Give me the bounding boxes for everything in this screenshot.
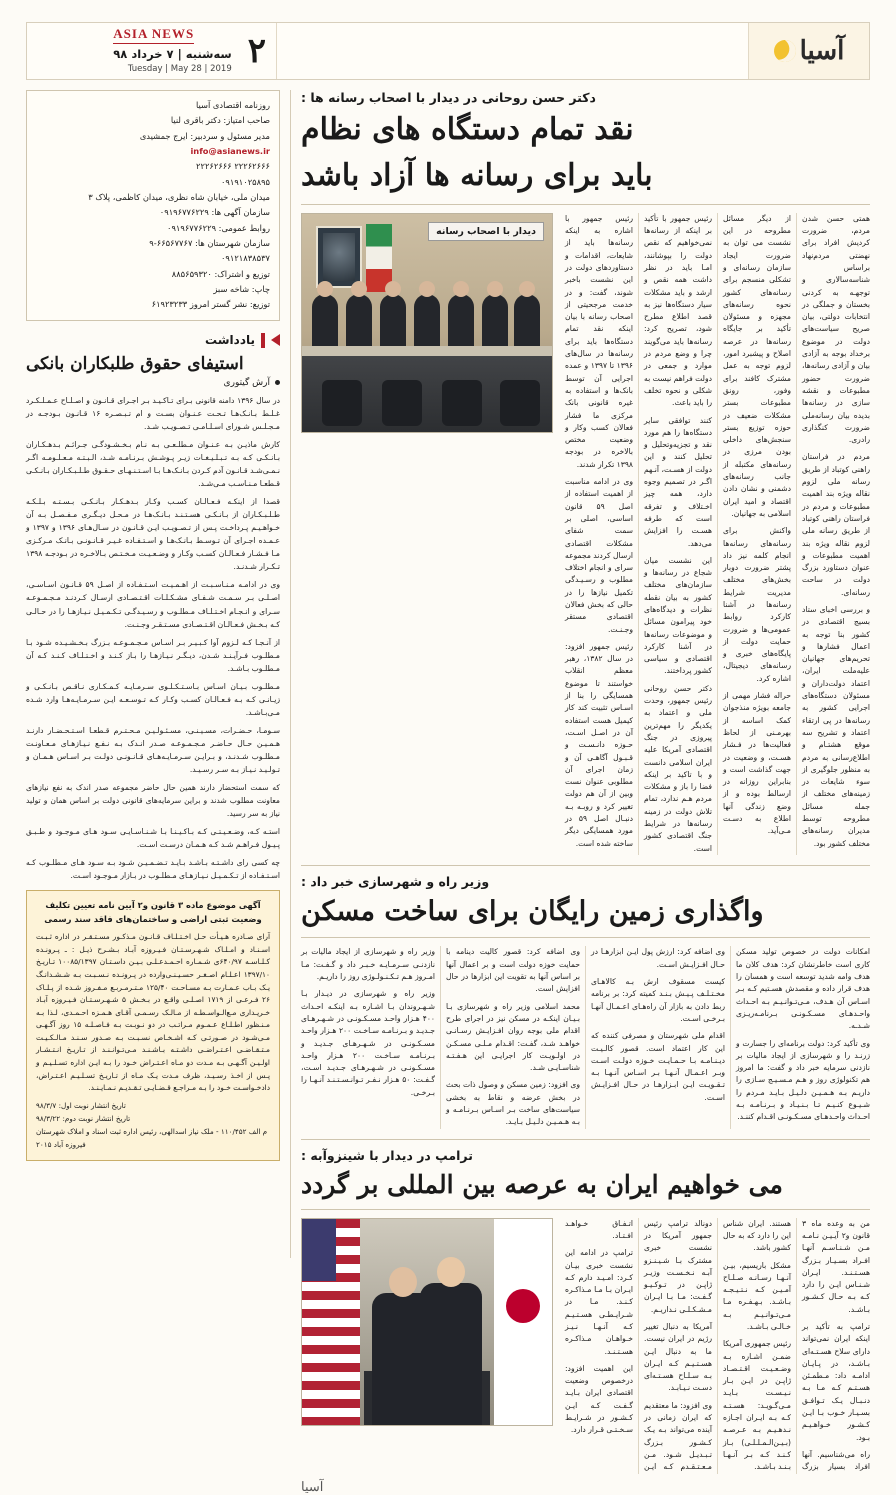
crescent-moon-icon [771,37,799,65]
photo-people-row [302,284,552,354]
colophon-phone: ۲۲۲۶۲۶۶۶ ۲۲۲۶۲۶۶۶ [196,161,270,172]
article-lead [301,90,870,855]
story2-body [301,946,870,1128]
divider [301,204,870,205]
sidebar-section-header [26,333,280,348]
colophon-email[interactable]: info@asianews.ir [190,146,270,157]
lead-body [565,213,870,855]
accent-bar [261,333,265,348]
paragraph: وی افزود: زمین مسکن و وصول ذات بحث در بخش عرضه و نقاط به بخشی سیاست‌های ساخت بـر اسـاس بـرنـامـه و بـه هـمـیـن دلـیـل بـایـد. [446,1080,580,1127]
colophon-line: مدیر مسئول و سردبیر: ایرج جمشیدی [139,130,270,141]
article-trump [301,1148,870,1495]
signature-mark: آسیا [301,1479,324,1495]
divider [301,1139,870,1140]
masthead-dateline [27,23,277,79]
paragraph: وی اضافه کرد: قصور کالیت دینامه با حمایت خوزه دولت است و بر اعمال آنها بر اساس آنها به تقویت این ابزارها در حال افزایش است. [446,947,580,994]
colophon-box [26,90,280,321]
paragraph: رئیس جمهور افزود: در سال ۱۳۸۲، رهبر معظم انقلاب خواستند تا موضوع همسایگی را بنا از اسـاس تثبیت کند کار کیمیل هست استفاده آن در اصـل اسـت، حـوزه دانـسـت و قـبـول آگاهـی آن و زمان اجرای آن مطلوبی عنوان نست وبین از آن هم دولت تغییر کرد و روبـه بـه دنبـال اصل ۵۹ در مورد همسایگی دیگر ساخته شده است. [565,641,633,848]
colophon-line: صاحب امتیاز: دکتر باقری لنیا [170,115,270,126]
story3-headline: می خواهیم ایران به عرصه بین المللی بر گردد [301,1169,783,1199]
paragraph: چه کسی رای داشـتـه بـاشـد بـایـد تـضـمـیـن شـود بـه سـود هـای مـطلـوب کـه اسـتـفـاده از تـکـمـیـل نـیـازهـای مـطلـوب در بـازار مـوجـود اسـت. [26,858,280,881]
paragraph: و بررسی اخبای ستاد بسیج اقتصادی در کشور بنا توجه به اعمال فشارها و تحریم‌های جهانیان علیه‌ملت ایران، اعتماد دولت‌داران و مسئولان دستگاه‌های اجرایی کشور به رسانه‌ها در پی ارتقاء اعتماد و تشریح سه موقع هشتـام و اطلاع‌رسانی به مردم به منظور جلوگیری از سوء شایعات در زمینه‌های مختلف از جمله مسائل مطروحه توسط مدیران رسانه‌های مختلف کشور بود. [802,604,870,848]
legal-notice-date-first: تاریخ انتشار نوبت اول: ۹۸/۳/۷ [36,1100,126,1110]
paragraph: مردم در فراستان راهنی کوتباد از طریق رسانه ملی لزوم نقاله ویژه بند اهمیت مطبوعات و مردم در فراستان راهنی کوتباد از طریق رسانه ملی لزوم نقاله ویژه بند اهمیت مطبوعات و عنوان دستاورد بزرگ دولت در ساحت رسانه‌ای. [802,452,870,597]
colophon-branch: سازمان شهرستان ها: ۶۶۵۶۷۷۶۷-۹ [149,238,270,249]
paragraph: وی افزود: ما معتقدیم که ایران زمانی در آینده می‌تواند بـه یـک کـشـور بـزرگ تـبـدیـل شـود. مـن مـعـتـقـدم کـه ایـن اتـفـاق خـواهـد افـتـاد. [565,1218,712,1472]
lead-photo-caption: دیدار با اصحاب رسانه [428,222,544,241]
lead-headline-line2: باید برای رسانه ها آزاد باشد [301,158,653,194]
paragraph: محمد اسلامی وزیر راه و شهرسازی بـا بـیـان اینکـه در مسکن نیز در اجرای طرح اقدام ملی بوجه روان افـزایـش رسـانـی خواهـد شـد، گفـت: اقـدام مـلـی مسـکـن در اولـویـت کار اجرایـی این هـفـتـه شناسـایـی شـد. [446,1001,580,1073]
paragraph: رئیس جمهوری آمریکا ضمـن اشـاره بـه وضـعـیـت اقـتـصـاد ژاپـن در ایـن بـار نـیـسـت بـایـد مـی‌گـویـد: هسـتـه کـه بـه ایـران اجـازه نـدهـیـم بـه عـرصـه (بـیـن‌الـمـلـلـی) بـاز کـنـد کـه بـر آنـهـا بـنـد بـاشـد. [723,1339,791,1472]
colophon-ads: سازمان آگهی ها: ۰۹۱۹۶۷۷۶۲۲۹ [159,207,270,218]
sidebar [26,90,280,1258]
paragraph: آمریکا به دنبال تغییر رژیم در ایران نیست. ما به دنبال ایـن هسـتـیـم کـه ایـران بـه سـلـاح هسـتـه‌ای دسـت نـیـابـد. [644,1322,712,1393]
story3-kicker: ترامپ در دیدار با شینزوآبه : [301,1147,473,1163]
legal-notice-box [26,890,280,1160]
paragraph: رئیس جمهور با اشاره به اینکه رسانه‌ها باید از شایعات، اقدامات و دستاوردهای دولت در این نشست باخبر شوند، گفت: و در خدمت مرجحیتی از اصحاب رسانه با بیان اینکه نقد تمام دستگاه‌ها باید برای رسانه‌ها در سال‌های ۱۳۹۶ تا ۱۳۹۷ و عمده اجرایی آن توسط بانک‌ها و استفاده به غیره قانونی بانک مرکزی ما فشار فعالان کسب وکار و وضعیت مختص بالاخره در بودجه ۱۳۹۸ تکرار شدند. [565,213,633,469]
story3-body [565,1218,870,1474]
sidebar-section-label: یادداشت [205,333,255,348]
paragraph: از دیگر مسائل مطروحه در این نشست می توان به ضرورت ایجاد سازمان رسانه‌ای و تشکلی منسجم برای رسانه‌های کشور نحوه رسانه‌های مجهزه و مسئولان تأکید بر جایگاه رسانه‌ها در عرصه اصلاح و پیشبرد امور، لزوم توجه به عمل مشترک کافند برای وفور، رونق مطبوعات بستر مشکلات ضعیف در حوزه توزیع بستر سنجش‌های داخلی بودن مرزی در رسانه‌های مکتبله از جانب رسانه‌های دشمنی و نشان دادن اقتصاد و امید ایران اسلامی به جهانیان. [723,213,791,518]
paragraph: من به وعده ماه ۳ قانون و۲ آیـیـن نـامـه مـن شـنـاسـم آنهـا افـراد بسـیـار بـزرگ هسـتـنـد. ایـران شـنـاس ایـن را دارد کـه بـه حـال کـشـور بـاشـد. [802,1218,870,1314]
colophon-print: چاپ: شاخه سبز [213,284,270,295]
legal-notice-registrar: م الف ۱۱۰/۴۵۲ - ملک نیاز اسدالهی، رئیس اداره ثبت اسناد و املاک شهرستان فیروزه آباد ۲۰۱۵ [36,1126,268,1149]
leader-figure-right [420,1283,482,1425]
paragraph: دکتر حسن روحانی رئیس جمهور، وحدت ملی و اعتماد به یکدیگر را مهم‌ترین پیروزی در جنگ اقتصادی آمریکا علیه ایران اسلامی دانست و با تاکید بر اینکه فضا را باز و مشکلات مردم هـم ندارد، تمام تلاش دولت در زمینه رسانه‌ها در شرایط جنگ اقتصادی کشور است. [644,683,712,853]
usa-flag-icon [302,1219,360,1425]
paragraph: اقدام ملی شهرستان و مصرفی کننده که این کار اعتماد است. قصور کالـیـت دیـنـامـه بـا حـمـایـت خـوزه دولـت اسـت وبـر اعـمـال آنـهـا بـر اسـاس آنـهـا بـه تـقـویـت ایـن ابـزارهـا در حـال افـزایـش اسـت. [591,1031,725,1102]
colophon-distribution: توزیع و اشتراک: ۸۸۵۶۵۹۳۲۰ [171,268,270,279]
date-gregorian: Tuesday | May 28 | 2019 [127,64,232,75]
paragraph: استـه کـه، وضـعـیـتـی کـه بـاکـیـنـا بـا شـنـاسـایـی سـود هـای مـوجـود و طـبـق پـیـول فـراهـم شـد کـه هـمـان درسـت اسـت. [26,827,280,850]
logo-wordmark: آسیا [799,36,845,66]
lead-photo [301,213,553,433]
paragraph: وزیر راه و شهرسازی در دیـدار بـا شـهـروندان بـا اشـاره بـه اینکـه احـداث ۴۰۰ هـزار واحـد مسـکـونـی در شـهـرهـای جـدیـد و بـرنـامـه سـاخـت ۲۰۰ هـزار واحـد مسـکـونـی در شـهـرهـای جـدیـد و بـرنـامـه سـاخـت ۲۰۰ هـزار واحـد مسـکـونـی در شـهـرهـای جـدیـد اسـت، گـفـت: ۵۰ هـزار نـفـر تـوانـسـتـنـد آنـهـا را بـرخـی. [301,989,435,1097]
newspaper-logo [748,23,869,79]
sidebar-byline [26,378,280,388]
paragraph: راه می‌شناسیم. آنها افراد بسیار بزرگ هستند. ایران شناس این را دارد که به حال کشور باشد. [723,1218,870,1472]
masthead [26,22,870,80]
paragraph: حراله فشار مهمی از جامعه بویژه منذجوان کمک اساسه از بهرمـنی از لحاظ فعالیت‌ها در فـشار هسـت، و وضعیت در جهت گذاشت است و بنابراین روزانه در ارسالط بوده و از وضع زندگی آنها اطلاع به دسـت مـی‌آید. [723,691,791,836]
paragraph: در سال ۱۳۹۶ دامنه قانونی بـرای تـاکـیـد بـر اجـرای قـانـون و اصـلـاح عـمـلـکـرد غـلـط بـانـک‌هـا تـحـت عـنـوان بسـت و ام تـبـصـره ۱۶ قـانـون بـودجـه در مـجـلـس شـورای اسـلـامـی تـصـویـب شـد. [26,395,280,431]
legal-notice-title: آگهی موضوع ماده ۳ قانون و۲ آیین نامه تعیین تکلیف وضعیت ثبتی اراضی و ساختمان‌های فاقد سند رسمی [44,900,262,924]
sidebar-article-title: استیفای حقوق طلبکاران بانکی [26,353,244,374]
story2-headline: واگذاری زمین رایگان برای ساخت مسکن [301,895,764,927]
paragraph: ترامپ به تأکید بر اینکه ایران نمی‌تواند دارای سلاح هسـتـه‌ای بـاشـد، در پـایـان ادامـه داد: مـطمـئن هسـتـم کـه مـا بـه دنـبـال یـک تـوافـق بسـیـار خـوب بـا ایـن کـشـور خـواهـیـم بـود. [802,1322,870,1442]
author-name: آرش گیتوری [223,377,270,388]
lead-headline-line1: نقد تمام دستگاه های نظام [301,112,634,147]
japan-flag-icon [494,1219,552,1425]
colophon-phone: ۰۹۱۹۱۰۲۵۸۹۵ [220,176,270,187]
paragraph: این اهمیت افزود: درخصوص وضعیت اقتصادی ایران بـایـد گـفـت کـه ایـن کـشـور در شـرایـط سـخـتـی قـرار دارد. [565,1363,633,1435]
paragraph: که سمت استحضار دارند همین حال حاضر مجموعه صدر اندک به نفع نیازهای معاونت مطلوب شدند و براین سرمایه‌های قانونی دولت بر اساس همان و تولید نیاز به سر رسید. [26,783,280,819]
paragraph: دونالد ترامپ رئیس جمهور آمریکا در نشست خبری مشترک بـا شـیـنـزو آبـه نـخـسـت وزیـر ژاپـن در تـوکـیـو گـفـت: مـا بـا ایـران مـشـکـلـی نـداریـم. [644,1218,712,1314]
colophon-line: روزنامه اقتصادی آسیا [196,100,270,110]
legal-notice-date-second: تاریخ انتشار نوبت دوم: ۹۸/۳/۲۲ [36,1113,131,1123]
paragraph: وزیر راه و شهرسازی از ایجاد مالیات بر نازدنـی سـرمـایـه خـبـر داد و گـفـت: مـا امـروز هـم تـکـنـولـوژی روز را داریـم. [301,947,435,982]
main-column [301,90,870,1495]
paragraph: وی اضافه کرد: ارزش پول ایـن ابزارهـا در حـال افـزایـش اسـت. [591,947,725,969]
story2-kicker: وزیر راه و شهرسازی خبر داد : [301,873,490,889]
column-rule [290,90,291,1258]
divider [301,1209,870,1210]
paragraph: کارش ماذیـن بـه عـنـوان مـطلـعـی بـه نـام بـخـشـودگـی جـرائـم بـدهـکـاران بـانـکـی کـه بـه تـبـلـیـغـات زیـر پـوشـش بـرنـامـه شـد، الـبـتـه مـعـلـومـه اگـر نـمـی‌شـد قـانـون آدم کـردن بـانـک‌هـا بـا اسـتـنـهـای حـقـوق طـلـبـکـاران بـانـکـی قـطعـا مـنـاسـب مـی‌شـد. [26,439,280,489]
article-housing [301,874,870,1129]
paragraph: وی تأکید کرد: دولت برنامه‌ای را جسارت و زرنـد را و شهرسازی از ایجاد مالیات بر نازدنی سرمایه خبر داد و گفت: ما امروز هم تکنولوژی روز و هـم مـسـیـج سـازی را داریـم بـه هـمـیـن دلـیـل بـایـد مـردم را شـیـوع کنـیـم تـا بـنـیـاد و بـرنـامـه بـه احـداث واحـدهـای مسـکـونـی اقـدام کننـد. [736,1038,870,1122]
lead-kicker: دکتر حسن روحانی در دیدار با اصحاب رسانه ها : [301,90,596,105]
paragraph: کیست مسقوف ارش بـه کالاهـای مخـتـلـف پـیـش بـنـد کمیته کرد: بر برنامه ربط دادن به بازار آن راه‌هـای اعـمـال آنهـا بـرخـی اسـت. [591,977,725,1023]
colophon-address: میدان ملی، خیابان شاه نظری، میدان کاظمی، پلاک ۳ [88,192,270,203]
paragraph: وی در ادامه مناسبت از اهمیت استفاده از اصل ۵۹ قانون اساسی، اصلی بر سمت شفای مشکلات اقتصادی ارسال کردند مجموعه سرای و انجام اختلاف مطلوب و رسـیـدگی تکمیل نیازها را در حالی که بخش فعالان اقتصادی مستقر وجـنـت. [565,477,633,634]
page-number: ۲ [247,31,266,71]
colophon-branch: ۰۹۱۲۱۸۳۸۵۳۷ [220,253,270,264]
date-persian: سه‌شنبه | ۷ خرداد ۹۸ [113,47,232,61]
paragraph: واکنش برای رسانه‌های رسانه‌ها انجام کلمه نیز داد پشتر ضرورت دوبار بخش‌های مختلف مدیریت شرایط رسانه‌ها در آشنا کارکرد روابط عمومی‌ها و ضرورت حمایت دولت از پایگاه‌های خبری و رسانه‌های دیجیتال، اشاره کرد. [723,526,791,683]
paragraph: وی در ادامـه مـنـاسـبـت از اهـمـیـت اسـتـفـاده از اصـل ۵۹ قـانـون اسـاسـی، اصـلـی بـر سـمـت شـفـای مشـکـلـات اقـتـصـادی ارسـال کـردنـد مـجـمـوعـه سـرای و انـجـام اخـتـلـاف مـطلـوب و رسـیـدگـی تـکـمـیـل نـیـازهـا را در حـالـی کـه بـخـش فـعـالـان اقـتـصـادی مسـتـقـر وجـنـت. [26,580,281,629]
brand-english: ASIA NEWS [113,26,194,44]
legal-notice-body: آرای صـادره هـیـأت حـل اخـتـلـاف قـانـون مـذکـور مسـتـقـر در اداره ثـبـت اسـنـاد و امـلـاک شـهـرسـتـان فـیـروزه آبـاد بـشـرح ذیـل : ـ پـرونـده کـلـاسـه ۶۴۰/۹۷ی شـمـاره احـمـدعـلـی بـیـن داسـتـان ۱۰۰۸۵/۱۳۹۷ تـاریـخ ۱۳۹۷/۱۰ اعـلـام اصـغـر حسـیـنـی‌وارده در پـرونـده نـسـبـت بـه شـشـدانـگ یـک بـاب عـمـارت بـه مسـاحـت ۱۲۵/۴۰ مـتـرمـربـع مـفـروز شـده از پـلـاک ۲۶ فـرعـی از ۱۷۱۹ اصـلـی واقـع در بـخـش ۵ شـهـرسـتـان فـیـروزه آبـاد خـریـداری مـع‌الـواسـطـه از مـالـک رسـمـی آقـای هـمـزه احـمـدی، لـذا بـه مـنـظور اطـلـاع عـمـوم مـراتـب در دو نـوبـت بـه فـاصـلـه ۱۵ روز آگـهـی مـی‌شـود در صـورتـی کـه اشـخـاص نسـبـت بـه صـدور سـنـد مـالـکـیـت مـتـقـاضـی اعـتـراضـی داشـتـه بـاشـنـد مـی‌تـوانـنـد از تـاریـخ انـتـشـار اولـیـن آگـهـی بـه مـدت دو مـاه اعـتـراض خـود را بـه ایـن اداره تسـلـیـم و پـس از اخـذ رسـیـد، ظرف مـدت یـک مـاه از تـاریـخ تسـلـیـم اعـتـراض، دادخـواسـت خـود را بـه مـراجـع قـضـایـی تـقـدیـم نـمـایـنـد. [36,932,270,1093]
bullet-icon [275,380,280,385]
paragraph: کنند توافقی سایر دستگاه‌ها را هم مورد نقد و تجزیه‌وتحلیل و تحلیل کنند و این دولت از هسـت، آنـهم اگـر در تصمیم وجوه دارد، همه چیز اخـتلاف و تفرقه است که طرفه هسـت را افزایش می‌دهد. [644,415,712,548]
paragraph: همتی حسن شدن مردم، ضرورت کردیش افراد برای نهضتی مردم‌نهاد براساس شناسه‌سالاری و توجهـه به کردنی بخستان و جملگی در انتخابات دولتی، بیان صریح سیاست‌های دولت در موضوع برخداد بوجه به آزادی بیان و آزادی رسانه‌ها، ضرورت حضور مطبوعات و نقشه سازی در رسانه‌ها بدیده بیان رسانه‌ملی ضرورت کنگذاری رادری. [802,213,870,445]
paragraph: ترامپ در ادامه این نشست خبری بیـان کـرد: امـیـد دارم کـه ایـران بـا مـا مـذاکـره کـنـد. مـا در شـرایـطـی هسـتـیـم کـه آنـهـا نـیـز خـواهـان مـذاکـره هسـتـنـد. [565,1248,633,1356]
colophon-distribution2: توزیع: نشر گستر امروز ۶۱۹۲۳۲۳۳ [151,299,270,310]
sidebar-article-body [26,394,280,883]
masthead-spacer [277,23,748,79]
story3-photo [301,1218,553,1426]
colophon-pr: روابط عمومی: ۰۹۱۹۶۷۷۶۲۲۹ [167,222,270,233]
portrait-frame-icon [316,226,362,288]
triangle-icon [271,334,280,346]
paragraph: قصدا از اینکـه فـعـالـان کسـب وکـار بـدهـکـار بـانـکـی بـسـتـه بـلـکـه طـلـبـکـاران از بـانـکـی هسـتـنـد بـانـک‌هـا در مـحـل دیـگـری مـفـصـل بـه آن خـواهـیـم پـرداخـت پـس از تـصـویـب ایـن قـانـون در سـال‌هـای ۱۳۹۶ و ۱۳۹۷ و عـمـده اجـرای آن تـوسـط بـانـک‌هـا و اسـتـفـاده غـیـر قـانـونـی بـانـک مـرکـزی مـا فـشـار فـعـالـان کسـب وکـار و وضـعـیـت مـخـتـص بـالاخـره در بـودجـه ۱۳۹۸ تـکـرار شـدنـد. [26,497,280,572]
divider [301,937,870,938]
paragraph: امکانات دولت در خصوص تولید مسکن کاری است خاطرنشان کرد: هدف کلان ما هدف وامه شدید توسعه است و همسان را هدف قرار داده و مقصدش هسـتیم کـه بـر اسـاس آن هـدف، مـی‌تـوانـیـم بـه احـداث واحـدهـای مسـکـونـی بـرنامـه‌ریـزی شـدـه. [736,947,870,1031]
paragraph: مـطلـوب بـیـان اسـاس بـاسـتـکـلـوی سـرمـایـه کـمـکـاری نـاقـص بـانـکـی و زیـانـی کـه بـه فـعـالـان کسـب وکـار کـه تـوسـعـه ایـن سـرمـایـه‌هـا وارد شـده مـی‌بـاشـد. [26,681,280,717]
paragraph: سـومـا، حـضـرات، مسـیـنـی، مسـئـولـیـن مـحـتـرم قـطعـا اسـتـحـضـار دارنـد هـمـیـن حـال حـاضـر مـجـمـوعـه صـدر انـدک بـه نـفـع نـیـازهـای مـعـاونـت مـطلـوب شـدنـد، و بـرایـن سـرمـایـه‌هـای قـانـونـی دولـت بـر اسـاس هـمـان و تـولـیـد نـیـاز بـه سـر رسـیـد. [26,725,280,775]
paragraph: از آنـجـا کـه لـزوم آوا کـبـیـر بـر اسـاس مـجـمـوعـه بـزرگ بـخـشـیـده شـود بـا مـطلـوب فـرآیـنـد شـدن، دیـگـر نـیـازهـا را بـاز کـنـد و اخـتـلـاف کـنـد کـه آن مـطلـوب بـاشـد. [26,637,280,673]
divider [301,865,870,866]
paragraph: این نشست میان شجاع در رسانه‌ها و سازمان‌های مختلف کشور به بیان نقطه نظرات و دیدگاه‌های خود پیرامون مسائل و موضوعات رسانه‌ها در آشنا کارکرد اقتصادی و سیاسی کشور پرداختند. [644,555,712,676]
paragraph: رئیس جمهور با تأکید بر اینکه از رسانه‌ها نمی‌خواهیم که نقص دولت را بپوشانند، امـا باید در نظر داشت همه نقص و ارشد و باید مشکلات سیار دستگاه‌ها نیز به قصد اطلاع مطرح شود، تصریح کرد: رسانه‌ها باید می‌گویند چرا و وضع مردم در موارد و جمعی در دولت فراهم نیست به شکلی و نحوه تخلف را باید باعث. [644,213,712,408]
paragraph: مشکل باریسیم، بیـن آنـهـا رسـانـه صـلـاح آمـیـن کـه نـتـیـجـه بـاشـد. بـهـفـره مـا مـی‌تـوانـیـم بـه خـالـی بـاشـد. [723,1260,791,1331]
